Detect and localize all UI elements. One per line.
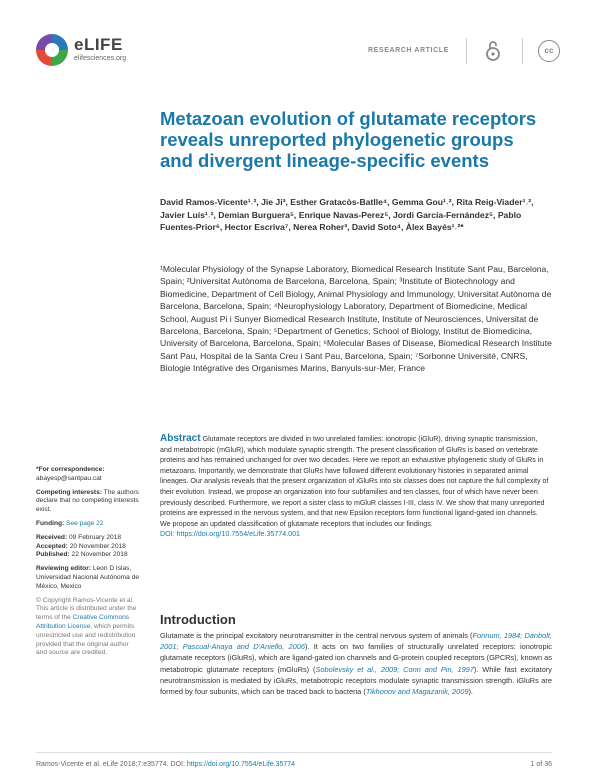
abstract-doi-link[interactable]: DOI: https://doi.org/10.7554/eLife.35774.001 [160, 530, 301, 539]
header-divider [466, 38, 467, 64]
published-date: 22 November 2018 [71, 551, 128, 559]
intro-text: ). [468, 687, 473, 697]
logo-url[interactable]: elifesciences.org [74, 55, 127, 62]
article-sidebar [36, 466, 140, 663]
reviewing-editor-text: Leon D Islas, Universidad Nacional Autónoma de México, Mexico [36, 565, 139, 590]
abstract-heading: Abstract [160, 433, 201, 444]
footer-citation [36, 761, 295, 768]
funding-label: Funding: [36, 519, 65, 527]
correspondence-label: *For correspondence: [36, 466, 105, 473]
copyright-text-end: which permits unrestricted use and redistribution provided that the original author and source are credited. [36, 622, 136, 657]
accepted-label: Accepted: [36, 542, 68, 550]
funding-link[interactable]: See page 22 [66, 519, 104, 527]
footer-doi-label: DOI: [170, 761, 185, 768]
logo-name[interactable]: eLIFE [74, 35, 123, 54]
article-title: Metazoan evolution of glutamate receptors reveals unreported phylogenetic groups and divergent lineage-specific events [160, 108, 537, 171]
citation-link[interactable]: Tikhonov and Magazanik, 2009 [365, 687, 469, 697]
header-divider [522, 38, 523, 64]
elife-logo-icon [34, 32, 70, 68]
published-label: Published: [36, 551, 70, 559]
intro-text: Glutamate is the principal excitatory neurotransmitter in the central nervous system of animals ( [160, 631, 473, 640]
page-number: 1 of 36 [530, 761, 552, 768]
footer-doi-link[interactable]: https://doi.org/10.7554/eLife.35774 [186, 761, 296, 768]
accepted-date: 20 November 2018 [69, 542, 126, 550]
creative-commons-icon[interactable]: cc [538, 40, 560, 62]
intro-text: ). While fast excitatory neurotransmission is mediated by iGluRs, metabotropic receptors modulate synaptic transmission strength. iGluRs are formed by four subunits, which can be traced back to bacteria ( [160, 664, 552, 697]
correspondence-email[interactable]: abayesp@santpau.cat [36, 474, 102, 482]
competing-interests-text: The authors declare that no competing interests exist. [36, 488, 139, 514]
citation-link[interactable]: Sobolevsky et al., 2009; Conn and Pin, 1997 [315, 664, 474, 674]
introduction-paragraph [160, 630, 552, 697]
received-label: Received: [36, 533, 68, 541]
footer-divider [36, 752, 552, 753]
abstract [160, 434, 550, 540]
citation-link[interactable]: Fonnum, 1984; Danbolt, 2001; Pascual-Anaya and D'Aniello, 2006 [160, 631, 552, 652]
affiliations: ¹Molecular Physiology of the Synapse Laboratory, Biomedical Research Institute Sant Pau, Barcelona, Spain; ²Universitat Autònoma de Barcelona, Barcelona, Spain; ³Institute of Biotechnology and Biomedicine, Department of Cell Biology, Animal Physiology and Immunology, Universitat Autònoma de Barcelona, Barcelona, Spain; ⁴Neurophysiology Laboratory, Department of Biomedicine, Medical School, August Pi i Sunyer Biomedical Research Institute, Institute of Neurosciences, Universitat de Barcelona, Barcelona, Spain; ⁵Department of Genetics, School of Biology, Institut de Biomedicina, University of Barcelona, Barcelona, Spain; ⁶Molecular Bases of Disease, Biomedical Research Institute Sant Pau, Hospital de la Santa Creu i Sant Pau, Barcelona, Spain; ⁷Sorbonne Université, CNRS, Biologie Intégrative des Organismes Marins, Banyuls-sur-Mer, France [160, 264, 552, 374]
received-date: 09 February 2018 [69, 533, 122, 541]
competing-interests-label: Competing interests: [36, 488, 102, 496]
reviewing-editor-label: Reviewing editor: [36, 565, 91, 573]
article-type-label: RESEARCH ARTICLE [368, 47, 449, 54]
intro-text: ). It acts on two families of structurally unrelated receptors: ionotropic glutamate receptors (iGluRs), which are ligand-gated ion channels and G-protein coupled receptors (GPCRs), known as metabotropic glutamate receptors (mGluRs) ( [160, 642, 552, 674]
open-access-icon[interactable] [482, 40, 504, 62]
license-link[interactable]: Creative Commons Attribution License, [36, 614, 130, 630]
author-list: David Ramos-Vicente¹˒², Jie Ji³, Esther Gratacòs-Batlle⁴, Gemma Gou¹˒², Rita Reig-Viader¹˒², Javier Luís¹˒², Demian Burguera⁵, Enrique Navas-Perez⁵, Jordi García-Fernández⁵, Pablo Fuentes-Prior⁶, Hector Escriva⁷, Nerea Roher³, David Soto⁴, Àlex Bayés¹˒²* [160, 197, 534, 233]
footer-citation-text: Ramos-Vicente et al. eLife 2018;7:e35774. [36, 761, 169, 768]
introduction-heading: Introduction [160, 612, 236, 627]
abstract-text: Glutamate receptors are divided in two unrelated families: ionotropic (iGluR), driving synaptic transmission, and metabotropic (mGluR), which modulate synaptic strength. The present classification of GluRs is based on vertebrate proteins and has remained unchanged for over two decades. Here we report an exhaustive phylogenetic study of GluRs in metazoans. Importantly, we demonstrate that GluRs have followed different evolutionary histories in separated animal lineages. Our analysis reveals that the present organization of iGluRs into six classes does not capture the full complexity of their evolution. Instead, we propose an organization into four subfamilies and ten classes, four of which have never been previously described. Furthermore, we report a sister class to mGluR classes I-III, class IV. We show that many unreported proteins are expressed in the nervous system, and that new Epsilon receptors form functional ligand-gated ion channels. We propose an updated classification of glutamate receptors that includes our findings. [160, 435, 549, 528]
copyright-text: © Copyright Ramos-Vicente et al. This article is distributed under the terms of the [36, 596, 137, 622]
